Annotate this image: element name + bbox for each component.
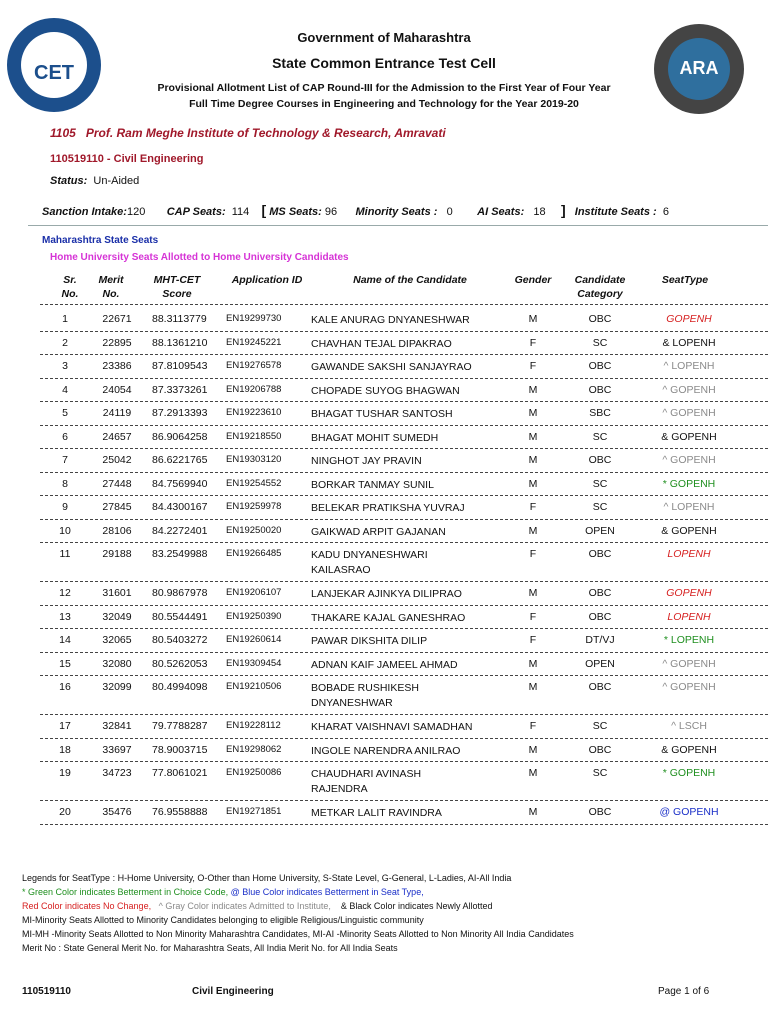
cell-cat: OPEN	[585, 657, 615, 670]
header-list-title: Provisional Allotment List of CAP Round-III for the Admission to the First Year of Four Year	[157, 82, 611, 94]
cell-score: 80.5403272	[152, 634, 208, 646]
ms-value: 96	[324, 206, 338, 218]
cell-seattype: * GOPENH	[662, 477, 716, 490]
cell-score: 80.9867978	[152, 587, 208, 599]
cell-name	[311, 806, 442, 821]
minority-label: Minority Seats :	[355, 206, 438, 218]
cell-merit: 24054	[102, 383, 132, 396]
legend-blue: @ Blue Color indicates Betterment in Seat Type,	[230, 887, 424, 897]
cell-name-line1: CHAVHAN TEJAL DIPAKRAO	[311, 337, 452, 350]
cell-seattype: ^ LOPENH	[663, 360, 715, 372]
cell-name-line1: BOBADE RUSHIKESH	[311, 682, 419, 694]
cell-app: EN19223610	[226, 407, 282, 418]
col-application-id: Application ID	[231, 274, 303, 286]
cell-name	[311, 658, 458, 673]
footer-course: Civil Engineering	[192, 986, 274, 997]
cell-gender: F	[529, 336, 537, 349]
cap-label: CAP Seats:	[166, 206, 226, 218]
cell-name	[311, 634, 427, 649]
legend-green: * Green Color indicates Betterment in Choice Code,	[22, 887, 229, 897]
cell-app: EN19210506	[226, 681, 282, 692]
status-line	[50, 175, 139, 187]
cell-app: EN19218550	[226, 430, 282, 442]
legend-colors-1	[22, 887, 424, 897]
cell-name	[311, 548, 428, 578]
cell-score: 84.4300167	[152, 501, 208, 513]
cell-name-line1: BELEKAR PRATIKSHA YUVRAJ	[311, 502, 465, 514]
cell-cat: OBC	[588, 806, 612, 818]
cell-name	[311, 681, 419, 711]
cell-name	[311, 431, 438, 446]
cell-score: 87.8109543	[152, 360, 208, 372]
cell-gender: M	[528, 407, 538, 419]
row-divider	[40, 448, 768, 449]
course-title: 110519110 - Civil Engineering	[50, 153, 204, 165]
cell-name	[311, 407, 453, 422]
cell-name-line1: THAKARE KAJAL GANESHRAO	[311, 611, 466, 624]
cell-merit: 32099	[102, 681, 132, 693]
table-row	[0, 744, 768, 768]
cell-name-line1: METKAR LALIT RAVINDRA	[311, 807, 442, 819]
cell-cat: SC	[592, 477, 608, 490]
cell-name-line1: KHARAT VAISHNAVI SAMADHAN	[311, 721, 473, 733]
cell-app: EN19206107	[226, 587, 282, 598]
cell-cat: SC	[592, 501, 608, 513]
cell-cat: OBC	[588, 610, 612, 623]
row-divider	[40, 425, 768, 426]
row-divider	[40, 628, 768, 629]
cell-cat: SC	[592, 767, 608, 779]
cell-gender: M	[528, 477, 538, 490]
cell-sr: 5	[62, 407, 68, 419]
cell-app: EN19298062	[226, 743, 282, 755]
cell-seattype: LOPENH	[667, 610, 711, 623]
cell-merit: 25042	[102, 454, 132, 466]
row-divider	[40, 401, 768, 402]
cell-name-line1: CHOPADE SUYOG BHAGWAN	[311, 384, 460, 397]
table-row	[0, 634, 768, 658]
legend-red: Red Color indicates No Change,	[22, 901, 152, 911]
cell-merit: 27845	[102, 501, 132, 513]
divider	[28, 225, 768, 226]
cell-sr: 4	[62, 383, 68, 396]
cell-score: 87.3373261	[152, 383, 208, 396]
cet-cell-logo	[7, 18, 101, 112]
col-score: MHT-CET Score	[153, 274, 201, 300]
open-bracket: [	[261, 202, 267, 218]
ai-value: 18	[533, 206, 546, 218]
cell-cat: OBC	[588, 548, 612, 560]
row-divider	[40, 800, 768, 801]
minority-value: 0	[446, 206, 453, 218]
cell-name	[311, 767, 421, 797]
header-government: Government of Maharashtra	[297, 30, 471, 45]
cell-name-line2: RAJENDRA	[311, 783, 368, 795]
table-row	[0, 313, 768, 337]
cell-name	[311, 501, 465, 516]
cell-cat: OBC	[588, 681, 612, 693]
cell-sr: 6	[62, 430, 68, 443]
cell-seattype: ^ LSCH	[671, 720, 707, 732]
cell-merit: 31601	[102, 587, 132, 599]
footer-code: 110519110	[22, 986, 71, 997]
cell-seattype: ^ GOPENH	[662, 657, 716, 670]
cell-gender: M	[528, 454, 538, 466]
legend-gray: ^ Gray Color indicates Admitted to Institute,	[158, 901, 331, 911]
col-sr: Sr. No.	[61, 274, 79, 300]
cell-seattype: ^ GOPENH	[662, 681, 716, 693]
cell-gender: M	[528, 657, 538, 670]
row-divider	[40, 824, 768, 825]
table-row	[0, 806, 768, 830]
legend-merit: Merit No : State General Merit No. for Maharashtra Seats, All India Merit No. for All India Seats	[22, 943, 398, 953]
cell-score: 76.9558888	[152, 806, 208, 818]
cell-name	[311, 384, 460, 399]
table-row	[0, 478, 768, 502]
cell-name-line1: NINGHOT JAY PRAVIN	[311, 455, 422, 467]
institute-seats-value: 6	[662, 206, 669, 218]
cell-name-line2: DNYANESHWAR	[311, 697, 393, 709]
legend-colors-2	[22, 901, 493, 911]
cell-score: 80.4994098	[152, 681, 208, 693]
cell-gender: M	[528, 587, 538, 599]
cell-merit: 22895	[102, 336, 132, 349]
row-divider	[40, 472, 768, 473]
table-row	[0, 454, 768, 478]
cell-name	[311, 478, 434, 493]
cell-merit: 32065	[102, 634, 132, 646]
cell-app: EN19276578	[226, 360, 282, 371]
table-row	[0, 611, 768, 635]
cell-app: EN19259978	[226, 501, 282, 512]
cell-merit: 23386	[102, 360, 132, 372]
cell-name	[311, 587, 462, 602]
cell-seattype: ^ LOPENH	[663, 501, 715, 513]
row-divider	[40, 652, 768, 653]
col-category: Candidate Category	[574, 274, 626, 300]
table-row	[0, 360, 768, 384]
row-divider	[40, 331, 768, 332]
table-row	[0, 431, 768, 455]
status-value: Un-Aided	[93, 175, 140, 187]
cell-seattype: & GOPENH	[661, 430, 717, 443]
legend-minority-mh: MI-MH -Minority Seats Allotted to Non Minority Maharashtra Candidates, MI-AI -Minority Seats Allotted to Non Minority All India Candidates	[22, 929, 574, 939]
cell-sr: 19	[59, 767, 71, 779]
row-divider	[40, 519, 768, 520]
cell-seattype: ^ GOPENH	[662, 407, 716, 419]
cell-sr: 8	[62, 477, 68, 490]
cell-merit: 32841	[102, 720, 132, 732]
cell-cat: OBC	[588, 454, 612, 466]
cell-sr: 11	[59, 548, 71, 560]
cell-gender: F	[529, 720, 537, 732]
footer-page: Page 1 of 6	[658, 986, 710, 997]
ai-label: AI Seats:	[477, 206, 525, 218]
sanction-value: 120	[126, 206, 146, 218]
institute-code: 1105	[50, 126, 76, 140]
cell-sr: 20	[59, 806, 71, 818]
cell-name	[311, 360, 472, 375]
row-divider	[40, 761, 768, 762]
cell-name-line1: BHAGAT MOHIT SUMEDH	[311, 431, 439, 444]
logo-left-text: CET	[34, 62, 74, 84]
institute-name: Prof. Ram Meghe Institute of Technology & Research, Amravati	[85, 126, 446, 140]
cell-sr: 18	[59, 743, 71, 756]
cell-sr: 12	[59, 587, 71, 599]
cell-merit: 34723	[102, 767, 132, 779]
cell-name-line1: LANJEKAR AJINKYA DILIPRAO	[311, 588, 462, 600]
table-row	[0, 587, 768, 611]
cell-cat: OBC	[588, 313, 612, 325]
cell-score: 88.3113779	[152, 313, 207, 325]
col-gender: Gender	[514, 274, 552, 286]
cell-score: 80.5262053	[152, 657, 208, 670]
header-list-subtitle: Full Time Degree Courses in Engineering and Technology for the Year 2019-20	[189, 98, 579, 110]
table-row	[0, 501, 768, 525]
logo-right-text: ARA	[679, 58, 719, 78]
ms-label: MS Seats:	[269, 206, 322, 218]
cell-name-line1: KALE ANURAG DNYANESHWAR	[311, 314, 470, 326]
cell-seattype: @ GOPENH	[659, 806, 719, 818]
table-row	[0, 337, 768, 361]
legend-minority: MI-Minority Seats Allotted to Minority Candidates belonging to eligible Religious/Linguistic community	[22, 915, 424, 925]
cell-score: 84.7569940	[152, 477, 208, 490]
row-divider	[40, 542, 768, 543]
cell-app: EN19254552	[226, 477, 282, 489]
cell-name-line1: KADU DNYANESHWARI	[311, 549, 428, 561]
institute-seats-label: Institute Seats :	[574, 206, 657, 218]
cell-app: EN19250390	[226, 610, 282, 622]
cell-cat: SC	[592, 336, 608, 349]
cell-sr: 7	[62, 454, 68, 466]
cell-score: 77.8061021	[152, 767, 208, 779]
cell-seattype: LOPENH	[667, 548, 711, 560]
legend-seattype: Legends for SeatType : H-Home University, O-Other than Home University, S-State Level, G-General, L-Ladies, AI-All India	[22, 873, 512, 883]
section-state-seats: Maharashtra State Seats	[42, 235, 159, 246]
cell-seattype: * LOPENH	[663, 634, 715, 646]
cell-cat: OBC	[588, 360, 612, 372]
cell-sr: 3	[62, 360, 68, 372]
cell-app: EN19271851	[226, 806, 282, 817]
cell-app: EN19206788	[226, 383, 282, 395]
cell-seattype: GOPENH	[666, 313, 712, 325]
sanction-label: Sanction Intake:	[42, 206, 127, 218]
table-row	[0, 407, 768, 431]
cell-cat: SBC	[589, 407, 611, 419]
cell-name	[311, 720, 472, 735]
cell-gender: M	[528, 767, 538, 779]
header-cell-name: State Common Entrance Test Cell	[272, 55, 496, 71]
row-divider	[40, 605, 768, 606]
cell-name-line1: PAWAR DIKSHITA DILIP	[311, 635, 428, 647]
cell-sr: 1	[62, 313, 68, 325]
cell-name	[311, 454, 422, 469]
cell-merit: 29188	[102, 548, 132, 560]
cell-cat: OBC	[588, 743, 612, 756]
legend-black: & Black Color indicates Newly Allotted	[340, 901, 493, 911]
cell-gender: M	[528, 430, 538, 443]
cell-gender: F	[529, 360, 537, 372]
cell-gender: M	[528, 743, 538, 756]
cell-cat: OBC	[588, 383, 612, 396]
cell-merit: 24119	[102, 407, 132, 419]
cell-app: EN19266485	[226, 548, 282, 559]
row-divider	[40, 714, 768, 715]
cell-gender: M	[528, 313, 538, 325]
header-divider	[40, 304, 768, 305]
cell-name-line1: CHAUDHARI AVINASH	[311, 768, 422, 780]
cell-name-line1: BHAGAT TUSHAR SANTOSH	[311, 408, 453, 420]
cell-sr: 10	[59, 524, 71, 537]
cell-name-line1: ADNAN KAIF JAMEEL AHMAD	[311, 658, 458, 671]
cell-merit: 28106	[102, 524, 132, 537]
cell-app: EN19245221	[226, 336, 282, 348]
cell-sr: 13	[59, 610, 71, 623]
cell-name-line1: GAIKWAD ARPIT GAJANAN	[311, 525, 446, 538]
seat-summary	[42, 202, 669, 218]
cell-sr: 15	[59, 657, 71, 670]
cell-name-line1: BORKAR TANMAY SUNIL	[311, 478, 434, 491]
row-divider	[40, 378, 768, 379]
cell-score: 83.2549988	[152, 548, 208, 560]
cell-name-line1: INGOLE NARENDRA ANILRAO	[311, 744, 461, 757]
cell-merit: 32080	[102, 657, 132, 670]
cell-gender: F	[529, 610, 537, 623]
cell-app: EN19228112	[226, 720, 281, 731]
cell-sr: 16	[59, 681, 71, 693]
cell-gender: F	[529, 501, 537, 513]
section-home-university: Home University Seats Allotted to Home University Candidates	[50, 252, 349, 263]
cell-seattype: ^ GOPENH	[662, 383, 716, 396]
cell-app: EN19299730	[226, 313, 282, 324]
cell-seattype: & LOPENH	[662, 336, 716, 349]
cell-gender: M	[528, 681, 538, 693]
cell-seattype: & GOPENH	[661, 524, 717, 537]
table-row	[0, 384, 768, 408]
cell-app: EN19250020	[226, 524, 282, 536]
cell-name	[311, 337, 452, 352]
cell-score: 84.2272401	[152, 524, 208, 537]
cell-app: EN19303120	[226, 454, 282, 465]
cell-merit: 35476	[102, 806, 132, 818]
row-divider	[40, 495, 768, 496]
cell-gender: F	[529, 548, 537, 560]
col-seattype: SeatType	[661, 274, 709, 286]
status-label: Status:	[50, 175, 88, 187]
cell-merit: 24657	[102, 430, 132, 443]
row-divider	[40, 354, 768, 355]
cell-score: 86.9064258	[152, 430, 208, 443]
cell-gender: M	[528, 806, 538, 818]
cell-name-line1: GAWANDE SAKSHI SANJAYRAO	[311, 361, 472, 373]
cell-name	[311, 313, 470, 328]
table-row	[0, 525, 768, 549]
cell-cat: DT/VJ	[585, 634, 615, 646]
cell-gender: M	[528, 524, 538, 537]
cell-cat: OPEN	[585, 524, 615, 537]
cell-score: 78.9003715	[152, 743, 208, 756]
cell-app: EN19309454	[226, 657, 282, 669]
cell-score: 87.2913393	[152, 407, 208, 419]
cell-name	[311, 525, 446, 540]
cell-name-line2: KAILASRAO	[311, 564, 371, 576]
cell-merit: 27448	[102, 477, 132, 490]
cell-seattype: ^ GOPENH	[662, 454, 716, 466]
cell-sr: 2	[62, 336, 68, 349]
close-bracket: ]	[560, 202, 566, 218]
cap-value: 114	[231, 206, 250, 218]
cell-seattype: & GOPENH	[661, 743, 717, 756]
cell-score: 80.5544491	[152, 610, 208, 623]
cell-name	[311, 744, 460, 759]
row-divider	[40, 581, 768, 582]
cell-sr: 14	[59, 634, 71, 646]
cell-score: 88.1361210	[152, 336, 208, 349]
cell-score: 79.7788287	[152, 720, 208, 732]
cell-gender: F	[529, 634, 537, 646]
row-divider	[40, 675, 768, 676]
institute-title	[50, 126, 446, 140]
table-row	[0, 720, 768, 744]
cell-merit: 33697	[102, 743, 132, 756]
cell-merit: 32049	[102, 610, 132, 623]
cell-app: EN19250086	[226, 767, 282, 778]
cell-gender: M	[528, 383, 538, 396]
cell-app: EN19260614	[226, 634, 282, 645]
cell-cat: OBC	[588, 587, 612, 599]
cell-seattype: * GOPENH	[662, 767, 716, 779]
table-row	[0, 658, 768, 682]
cell-name	[311, 611, 465, 626]
cell-cat: SC	[592, 430, 608, 443]
row-divider	[40, 738, 768, 739]
cell-cat: SC	[592, 720, 608, 732]
cell-score: 86.6221765	[152, 454, 208, 466]
cell-sr: 17	[59, 720, 71, 732]
cell-seattype: GOPENH	[666, 587, 712, 599]
cell-sr: 9	[62, 501, 68, 513]
cell-merit: 22671	[102, 313, 132, 325]
ara-logo	[654, 24, 744, 114]
col-name: Name of the Candidate	[353, 274, 467, 286]
col-merit: Merit No.	[98, 274, 124, 300]
